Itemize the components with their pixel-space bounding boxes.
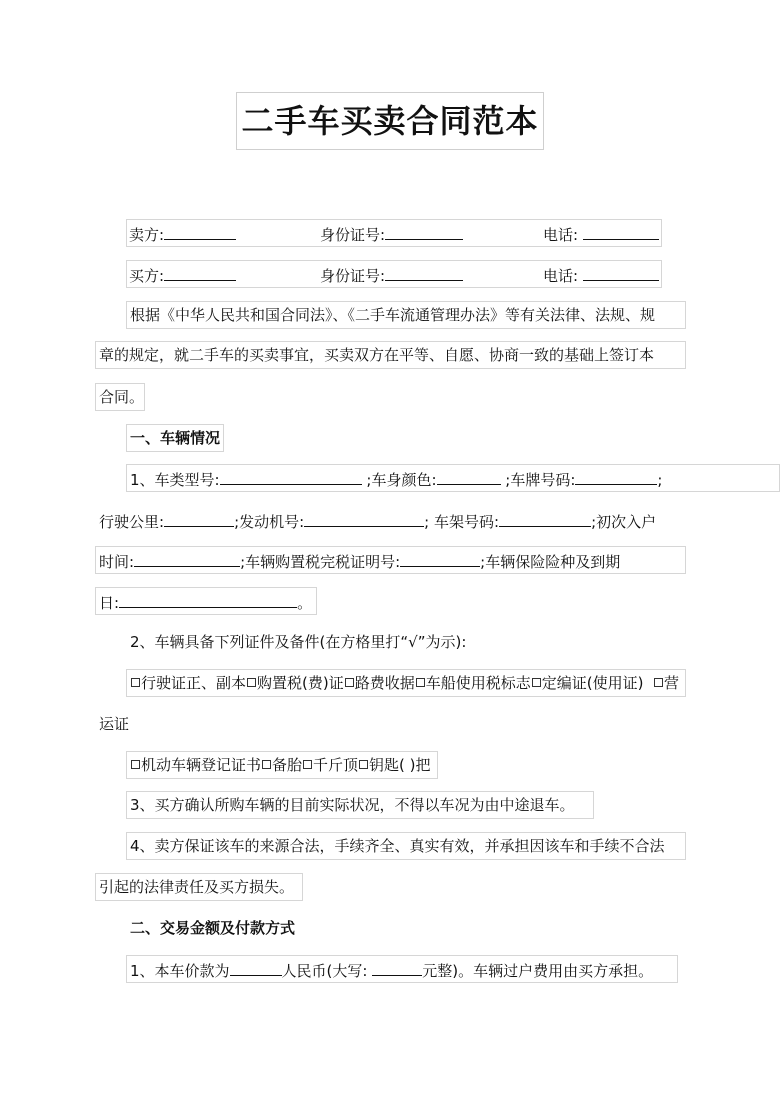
- intro-line-1: 根据《中华人民共和国合同法》、《二手车流通管理办法》等有关法律、法规、规: [126, 301, 686, 329]
- part-jack: 千斤顶: [313, 756, 359, 774]
- insurance-label: ;车辆保险险种及到期: [480, 553, 621, 571]
- car-type-blank[interactable]: [220, 469, 362, 485]
- checkbox[interactable]: [247, 678, 256, 687]
- documents-checklist: [126, 669, 686, 697]
- part-spare-tire: 备胎: [272, 756, 303, 774]
- vehicle-line-2: [95, 506, 686, 534]
- line-end: 。: [297, 594, 313, 612]
- seller-field: [129, 224, 236, 244]
- item-4-line-1: 4、卖方保证该车的来源合法，手续齐全、真实有效，并承担因该车和手续不合法: [126, 832, 686, 860]
- doc-operation-cert: 营: [664, 674, 680, 692]
- buyer-id-blank[interactable]: [385, 265, 463, 281]
- seller-id-field: [320, 224, 463, 244]
- intro-line-2: 章的规定，就二手车的买卖事宜，买卖双方在平等、自愿、协商一致的基础上签订本: [95, 341, 686, 369]
- buyer-id-label: 身份证号:: [320, 267, 386, 285]
- checkbox[interactable]: [131, 678, 140, 687]
- doc-driving-license: 行驶证正、副本: [141, 674, 247, 692]
- seller-phone-blank[interactable]: [583, 224, 659, 240]
- checkbox[interactable]: [345, 678, 354, 687]
- vehicle-line-1: [126, 464, 780, 492]
- buyer-label: 买方:: [129, 267, 165, 285]
- checkbox[interactable]: [303, 760, 312, 769]
- seller-phone-label: 电话:: [543, 226, 579, 244]
- checkbox[interactable]: [654, 678, 663, 687]
- car-type-label: 1、车类型号:: [130, 471, 220, 489]
- doc-toll-receipt: 路费收据: [354, 674, 415, 692]
- doc-vessel-tax: 车船使用税标志: [425, 674, 531, 692]
- checkbox[interactable]: [416, 678, 425, 687]
- tax-cert-blank[interactable]: [400, 551, 480, 567]
- checkbox[interactable]: [131, 760, 140, 769]
- checkbox[interactable]: [262, 760, 271, 769]
- buyer-row: [126, 260, 662, 288]
- doc-quota-cert: 定编证(使用证): [541, 674, 644, 692]
- vehicle-line-4: [95, 587, 317, 615]
- seller-phone-field: [543, 224, 659, 244]
- buyer-phone-field: [543, 265, 659, 285]
- seller-id-blank[interactable]: [385, 224, 463, 240]
- price-rmb-label: 人民币(大写:: [281, 962, 368, 980]
- seller-label: 卖方:: [129, 226, 165, 244]
- time-label: 时间:: [99, 553, 135, 571]
- time-blank[interactable]: [134, 551, 240, 567]
- intro-line-3: 合同。: [95, 383, 145, 411]
- page-title: 二手车买卖合同范本: [236, 92, 544, 150]
- price-blank[interactable]: [230, 960, 282, 976]
- price-suffix: 元整)。车辆过户费用由买方承担。: [422, 962, 654, 980]
- section-1-heading: 一、车辆情况: [126, 424, 224, 452]
- date-blank[interactable]: [119, 592, 297, 608]
- buyer-phone-label: 电话:: [543, 267, 579, 285]
- frame-blank[interactable]: [499, 511, 591, 527]
- item-3: 3、买方确认所购车辆的目前实际状况，不得以车况为由中途退车。: [126, 791, 594, 819]
- color-blank[interactable]: [437, 469, 501, 485]
- buyer-phone-blank[interactable]: [583, 265, 659, 281]
- tax-cert-label: ;车辆购置税完税证明号:: [240, 553, 401, 571]
- documents-continued: 运证: [99, 715, 130, 733]
- mileage-blank[interactable]: [164, 511, 234, 527]
- buyer-field: [129, 265, 236, 285]
- price-line: [126, 955, 678, 983]
- price-label: 1、本车价款为: [130, 962, 230, 980]
- frame-label: ; 车架号码:: [424, 513, 500, 531]
- parts-checklist: [126, 751, 438, 779]
- checkbox[interactable]: [532, 678, 541, 687]
- engine-blank[interactable]: [304, 511, 424, 527]
- seller-id-label: 身份证号:: [320, 226, 386, 244]
- mileage-label: 行驶公里:: [99, 513, 165, 531]
- buyer-id-field: [320, 265, 463, 285]
- vehicle-line-3: [95, 546, 686, 574]
- documents-intro: 2、车辆具备下列证件及备件(在方格里打“√”为示):: [130, 633, 467, 651]
- price-upper-blank[interactable]: [372, 960, 422, 976]
- first-reg-label: ;初次入户: [591, 513, 657, 531]
- line-end: ;: [657, 471, 663, 489]
- engine-label: ;发动机号:: [234, 513, 305, 531]
- checkbox[interactable]: [359, 760, 368, 769]
- part-registration-cert: 机动车辆登记证书: [141, 756, 262, 774]
- date-label: 日:: [99, 594, 120, 612]
- buyer-blank[interactable]: [164, 265, 236, 281]
- part-keys: 钥匙( )把: [369, 756, 431, 774]
- seller-row: [126, 219, 662, 247]
- color-label: ;车身颜色:: [366, 471, 437, 489]
- plate-label: ;车牌号码:: [505, 471, 576, 489]
- seller-blank[interactable]: [164, 224, 236, 240]
- item-4-line-2: 引起的法律责任及买方损失。: [95, 873, 303, 901]
- doc-purchase-tax: 购置税(费)证: [257, 674, 344, 692]
- plate-blank[interactable]: [575, 469, 657, 485]
- section-2-heading: 二、交易金额及付款方式: [130, 919, 296, 937]
